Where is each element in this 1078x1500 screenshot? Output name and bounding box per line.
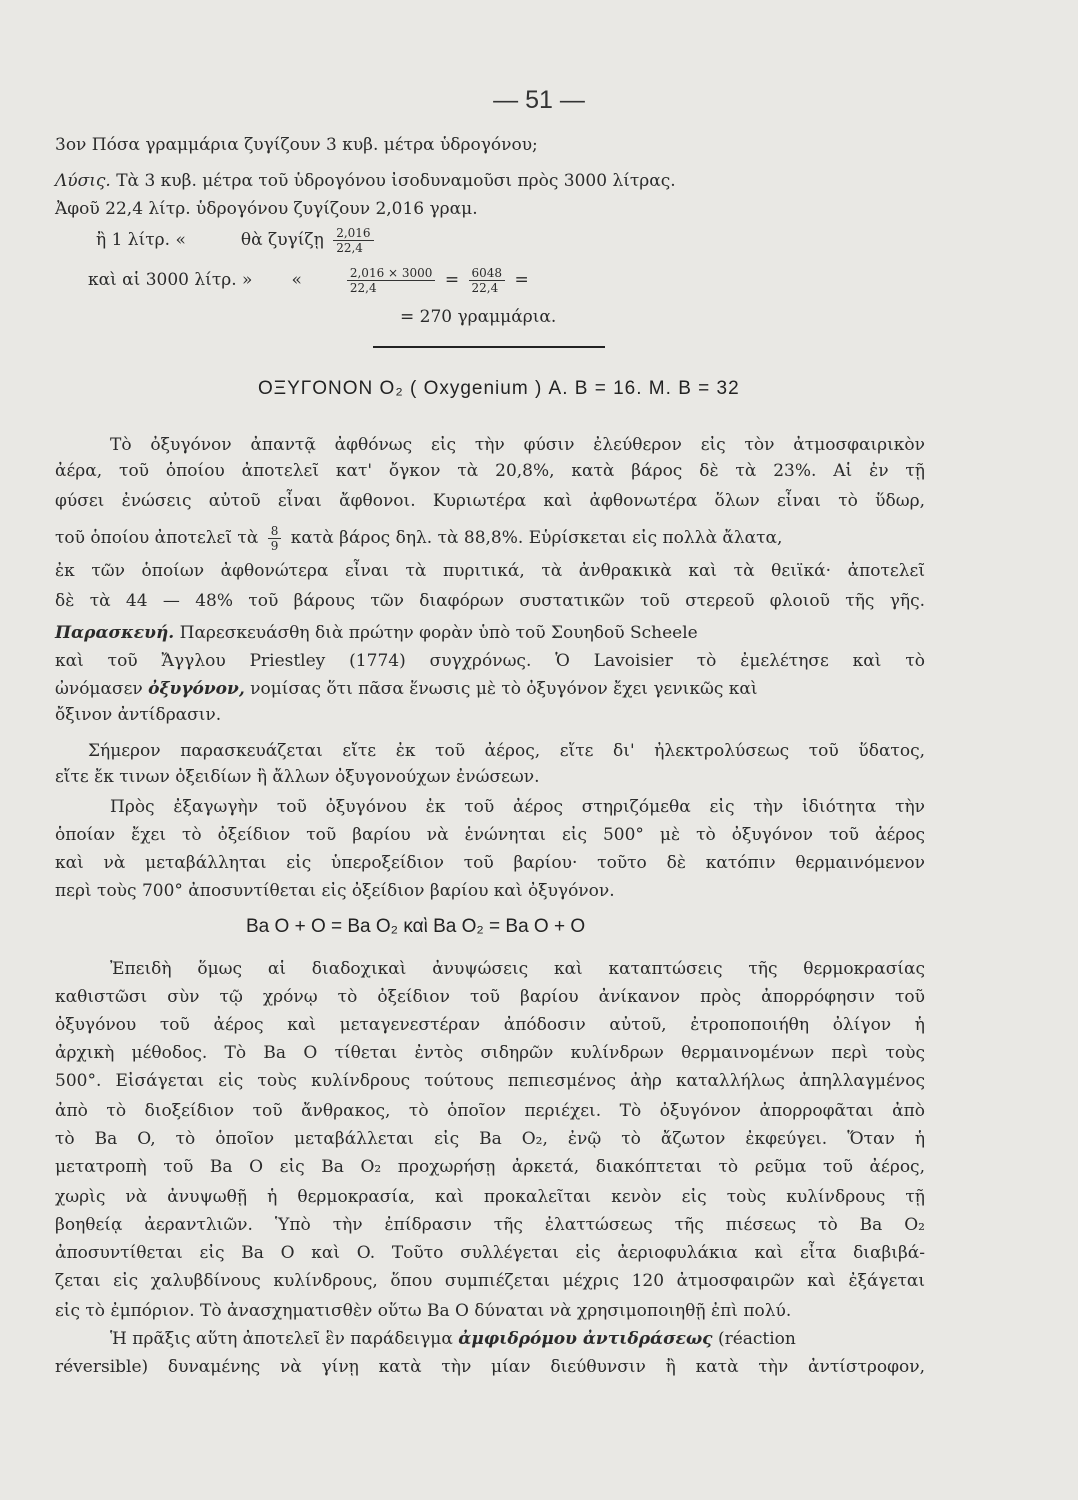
- since-line-10: βοηθείᾳ ἀεραντλιῶν. Ὑπὸ τὴν ἐπίδρασιν τῆς ἐλαττώσεως τῆς πιέσεως τὸ Ba O₂: [55, 1215, 925, 1235]
- ditto-mark-2: »: [242, 270, 253, 290]
- extract-line-2: ὁποίαν ἔχει τὸ ὀξείδιον τοῦ βαρίου νὰ ἑνώνηται εἰς 500° μὲ τὸ ὀξυγόνον τοῦ ἀέρος: [55, 825, 925, 845]
- problem-one-liter: [96, 226, 966, 255]
- last-line-2: réversible) δυναμένης νὰ γίνῃ κατὰ τὴν μίαν διεύθυνσιν ἢ κατὰ τὴν ἀντίστροφον,: [55, 1357, 925, 1377]
- since-line-12: ζεται εἰς χαλυβδίνους κυλίνδρους, ὅπου συμπιέζεται μέχρις 120 ἀτμοσφαιρῶν καὶ ἐξάγεται: [55, 1271, 925, 1291]
- since-line-9: χωρὶς νὰ ἀνυψωθῇ ἡ θερμοκρασία, καὶ προκαλεῖται κενὸν εἰς τοὺς κυλίνδρους τῇ: [55, 1187, 925, 1207]
- today-line-1: Σήμερον παρασκευάζεται εἴτε ἐκ τοῦ ἀέρος, εἴτε δι' ἠλεκτρολύσεως τοῦ ὕδατος,: [88, 741, 925, 761]
- para1-line-1: Τὸ ὀξυγόνον ἀπαντᾷ ἀφθόνως εἰς τὴν φύσιν ἐλεύθερον εἰς τὸν ἀτμοσφαιρικὸν: [110, 435, 925, 455]
- equals-sign: =: [444, 270, 460, 290]
- prep-line-2: καὶ τοῦ Ἄγγλου Priestley (1774) συγχρόνως. Ὁ Lavoisier τὸ ἐμελέτησε καὶ τὸ: [55, 651, 925, 671]
- reversible-reaction-term: ἀμφιδρόμου ἀντιδράσεως: [458, 1329, 713, 1349]
- problem-solution: [55, 170, 925, 192]
- fraction-1: $\frac{2,016}{22,4}$: [333, 226, 373, 255]
- since-line-11: ἀποσυντίθεται εἰς Ba O καὶ O. Τοῦτο συλλέγεται εἰς ἀεριοφυλάκια καὶ εἶτα διαβιβά-: [55, 1243, 925, 1263]
- section-divider: [373, 346, 605, 348]
- 3000-liter-label: καὶ αἱ 3000 λίτρ.: [88, 270, 237, 290]
- ditto-mark-3: «: [291, 270, 302, 290]
- problem-3000-liter: καὶ αἱ 3000 λίτρ. » « $\frac{2,016 \times 3000}{22,4}$ = $\frac{6048}{22,4}$ =: [88, 266, 529, 295]
- problem-since: Ἀφοῦ 22,4 λίτρ. ὑδρογόνου ζυγίζουν 2,016 γραμ.: [55, 199, 478, 219]
- ditto-mark: «: [175, 230, 186, 250]
- para1-line-4: τοῦ ὁποίου ἀποτελεῖ τὰ $\frac{8}{9}$ κατὰ βάρος δηλ. τὰ 88,8%. Εὑρίσκεται εἰς πολλὰ ἄλατα,: [55, 524, 783, 553]
- extract-line-3: καὶ νὰ μεταβάλληται εἰς ὑπεροξείδιον τοῦ βαρίου· τοῦτο δὲ κατόπιν θερμαινόμενον: [55, 853, 925, 873]
- oxygen-term: ὀξυγόνον,: [148, 679, 245, 699]
- will-weigh: θὰ ζυγίζῃ: [240, 230, 324, 250]
- para1-line-5: ἐκ τῶν ὁποίων ἀφθονώτερα εἶναι τὰ πυριτικά, τὰ ἀνθρακικὰ καὶ τὰ θειϊκά· ἀποτελεῖ: [55, 561, 925, 581]
- problem-result: = 270 γραμμάρια.: [400, 307, 557, 327]
- since-line-3: ὀξυγόνου τοῦ ἀέρος καὶ μεταγενεστέραν ἀπόδοσιν αὐτοῦ, ἐτροποποιήθη ὀλίγον ἡ: [55, 1015, 925, 1035]
- para1-line-6: δὲ τὰ 44 — 48% τοῦ βάρους τῶν διαφόρων συστατικῶν τοῦ στερεοῦ φλοιοῦ τῆς γῆς.: [55, 591, 925, 611]
- fraction-2: $\frac{2,016 \times 3000}{22,4}$: [347, 266, 436, 295]
- since-line-4: ἀρχικὴ μέθοδος. Τὸ Ba O τίθεται ἐντὸς σιδηρῶν κυλίνδρων θερμαινομένων περὶ τοὺς: [55, 1043, 925, 1063]
- since-line-13: εἰς τὸ ἐμπόριον. Τὸ ἀνασχηματισθὲν οὕτω Ba O δύναται νὰ χρησιμοποιηθῇ ἐπὶ πολύ.: [55, 1301, 792, 1321]
- today-line-2: εἴτε ἔκ τινων ὀξειδίων ἢ ἄλλων ὀξυγονούχων ἐνώσεων.: [55, 767, 540, 787]
- prep-label: Παρασκευή.: [55, 623, 175, 643]
- since-line-1: Ἐπειδὴ ὅμως αἱ διαδοχικαὶ ἀνυψώσεις καὶ καταπτώσεις τῆς θερμοκρασίας: [110, 959, 925, 979]
- since-line-8: μετατροπὴ τοῦ Ba O εἰς Ba O₂ προχωρήσῃ ἀρκετά, διακόπτεται τὸ ρεῦμα τοῦ ἀέρος,: [55, 1157, 925, 1177]
- section-heading: ΟΞΥΓΟΝΟΝ O₂ ( Oxygenium ) Α. Β = 16. Μ. Β = 32: [258, 378, 740, 399]
- para1-line-2: ἀέρα, τοῦ ὁποίου ἀποτελεῖ κατ' ὄγκον τὰ 20,8%, κατὰ βάρος δὲ τὰ 23%. Αἱ ἐν τῇ: [55, 461, 925, 481]
- one-liter-label: ἢ 1 λίτρ.: [96, 230, 171, 250]
- fraction-3: $\frac{6048}{22,4}$: [469, 266, 506, 295]
- since-line-7: τὸ Ba O, τὸ ὁποῖον μεταβάλλεται εἰς Ba O₂, ἐνῷ τὸ ἄζωτον ἐκφεύγει. Ὅταν ἡ: [55, 1129, 925, 1149]
- prep-line-1: Παρασκευή. Παρεσκευάσθη διὰ πρώτην φορὰν ὑπὸ τοῦ Σουηδοῦ Scheele: [55, 623, 698, 643]
- since-line-5: 500°. Εἰσάγεται εἰς τοὺς κυλίνδρους τούτους πεπιεσμένος ἀὴρ καταλλήλως ἀπηλλαγμένος: [55, 1071, 925, 1091]
- extract-line-4: περὶ τοὺς 700° ἀποσυντίθεται εἰς ὀξείδιον βαρίου καὶ ὀξυγόνον.: [55, 881, 615, 901]
- since-line-6: ἀπὸ τὸ διοξείδιον τοῦ ἄνθρακος, τὸ ὁποῖον περιέχει. Τὸ ὀξυγόνον ἀπορροφᾶται ἀπὸ: [55, 1101, 925, 1121]
- fraction-8-9: $\frac{8}{9}$: [268, 524, 282, 553]
- problem-question: 3ον Πόσα γραμμάρια ζυγίζουν 3 κυβ. μέτρα ὑδρογόνου;: [55, 135, 538, 155]
- extract-line-1: Πρὸς ἐξαγωγὴν τοῦ ὀξυγόνου ἐκ τοῦ ἀέρος στηριζόμεθα εἰς τὴν ἰδιότητα τὴν: [110, 797, 925, 817]
- since-line-2: καθιστῶσι σὺν τῷ χρόνῳ τὸ ὀξείδιον τοῦ βαρίου ἀνίκανον πρὸς ἀπορρόφησιν τοῦ: [55, 987, 925, 1007]
- chemical-equation: Ba O + O = Ba O₂ καὶ Ba O₂ = Ba O + O: [246, 916, 586, 937]
- prep-line-4: ὄξινον ἀντίδρασιν.: [55, 705, 222, 725]
- page-number: — 51 —: [493, 86, 585, 114]
- solution-text: Τὰ 3 κυβ. μέτρα τοῦ ὑδρογόνου ἰσοδυναμοῦσι πρὸς 3000 λίτρας.: [116, 171, 676, 191]
- prep-line-3: ὠνόμασεν ὀξυγόνον, νομίσας ὅτι πᾶσα ἕνωσις μὲ τὸ ὀξυγόνον ἔχει γενικῶς καὶ: [55, 679, 758, 699]
- last-line-1: Ἡ πρᾶξις αὕτη ἀποτελεῖ ἓν παράδειγμα ἀμφιδρόμου ἀντιδράσεως (réaction: [110, 1329, 796, 1349]
- para1-line-3: φύσει ἐνώσεις αὐτοῦ εἶναι ἄφθονοι. Κυριωτέρα καὶ ἀφθονωτέρα ὅλων εἶναι τὸ ὕδωρ,: [55, 491, 925, 511]
- solution-label: Λύσις.: [55, 171, 111, 191]
